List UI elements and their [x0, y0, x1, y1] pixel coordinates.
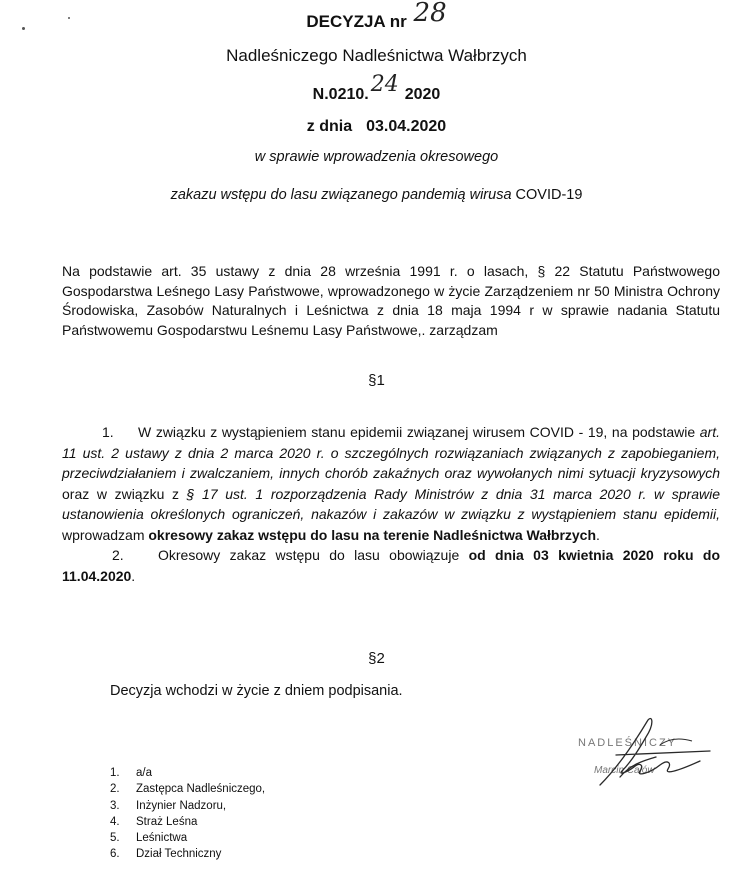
list-item	[110, 846, 265, 862]
date-line	[0, 118, 753, 136]
date-label: z dnia	[306, 118, 353, 135]
reference-year: 2020	[404, 86, 441, 103]
signature-stamp	[560, 715, 730, 795]
subject-plain: COVID-19	[515, 187, 583, 203]
list-item-number: 3.	[110, 799, 120, 812]
stamp-name: Marcin Całów	[594, 765, 655, 776]
item-number: 1.	[102, 424, 114, 440]
subject-line-2	[0, 187, 753, 203]
handwritten-reference-number: 24	[370, 72, 399, 97]
item-text: .	[131, 567, 136, 584]
title-text: DECYZJA nr	[306, 12, 407, 31]
item-bold: na terenie Nadleśnictwa Wałbrzych	[363, 526, 597, 543]
list-item	[110, 830, 265, 846]
section-1-item-1	[62, 422, 720, 545]
list-item-number: 6.	[110, 848, 120, 861]
item-bold: od dnia 03 kwietnia 2020 roku do 11.04.2020	[62, 547, 720, 584]
date-value: 03.04.2020	[366, 118, 447, 135]
subject-italic: zakazu wstępu do lasu związanego pandemią wirusa	[170, 187, 512, 203]
item-italic: art. 11 ust. 2 ustawy z dnia 2 marca 2020 r. o szczególnych rozwiązaniach związanych z zapobieganiem, przeciwdziałaniem i zwalczaniem, innych chorób zakaźnych oraz wywołanych nimi sytuacji kryzysowych	[62, 424, 720, 481]
list-item-label: Straż Leśna	[136, 815, 198, 828]
issuer-line: Nadleśniczego Nadleśnictwa Wałbrzych	[226, 46, 527, 65]
handwritten-signature	[560, 715, 730, 795]
subject-line-1: w sprawie wprowadzenia okresowego	[254, 149, 499, 165]
section-2-mark: §2	[368, 650, 385, 667]
item-text: .	[596, 526, 600, 543]
list-item	[110, 798, 265, 814]
list-item	[110, 781, 265, 797]
reference-prefix: N.0210.	[312, 86, 369, 103]
stamp-title: NADLEŚNICZY	[578, 737, 678, 749]
item-number: 2.	[112, 547, 124, 563]
document-title	[0, 0, 753, 34]
list-item-label: Dział Techniczny	[136, 848, 222, 861]
section-2-text: Decyzja wchodzi w życie z dniem podpisania.	[110, 683, 403, 699]
list-item-number: 5.	[110, 832, 120, 845]
section-1-mark: §1	[368, 372, 385, 389]
item-bold: okresowy zakaz wstępu do lasu	[148, 526, 360, 543]
item-text: Okresowy zakaz wstępu do lasu obowiązuje	[158, 547, 460, 563]
distribution-list	[110, 765, 265, 863]
item-text: oraz w związku z	[62, 485, 179, 502]
list-item-label: Inżynier Nadzoru,	[136, 799, 227, 812]
list-item-label: Leśnictwa	[136, 832, 188, 845]
item-italic: § 17 ust. 1 rozporządzenia Rady Ministrów z dnia 31 marca 2020 r. w sprawie ustanowienia określonych ograniczeń, nakazów i zakazów w związku z wystąpieniem stanu epidemii,	[62, 485, 720, 522]
reference-number	[0, 72, 753, 105]
list-item-label: a/a	[136, 767, 152, 779]
legal-basis-paragraph: Na podstawie art. 35 ustawy z dnia 28 września 1991 r. o lasach, § 22 Statutu Państwowego Gospodarstwa Leśnego Lasy Państwowe, wprowadzonego w życie Zarządzeniem nr 50 Ministra Ochrony Środowiska, Zasobów Naturalnych i Leśnictwa z dnia 18 maja 1994 r w sprawie nadania Statutu Państwowemu Gospodarstwu Leśnemu Lasy Państwowe,. zarządzam	[62, 263, 720, 338]
list-item-number: 1.	[110, 767, 120, 779]
handwritten-decision-number: 28	[413, 0, 447, 28]
item-text: W związku z wystąpieniem stanu epidemii związanej wirusem COVID - 19, na podstawie	[138, 424, 696, 440]
list-item	[110, 765, 265, 781]
list-item-number: 2.	[110, 783, 120, 796]
section-1-body	[62, 422, 720, 586]
section-1-item-2	[62, 545, 720, 586]
list-item-label: Zastępca Nadleśniczego,	[136, 783, 266, 796]
item-text: wprowadzam	[62, 526, 145, 543]
list-item-number: 4.	[110, 815, 120, 828]
list-item	[110, 814, 265, 830]
